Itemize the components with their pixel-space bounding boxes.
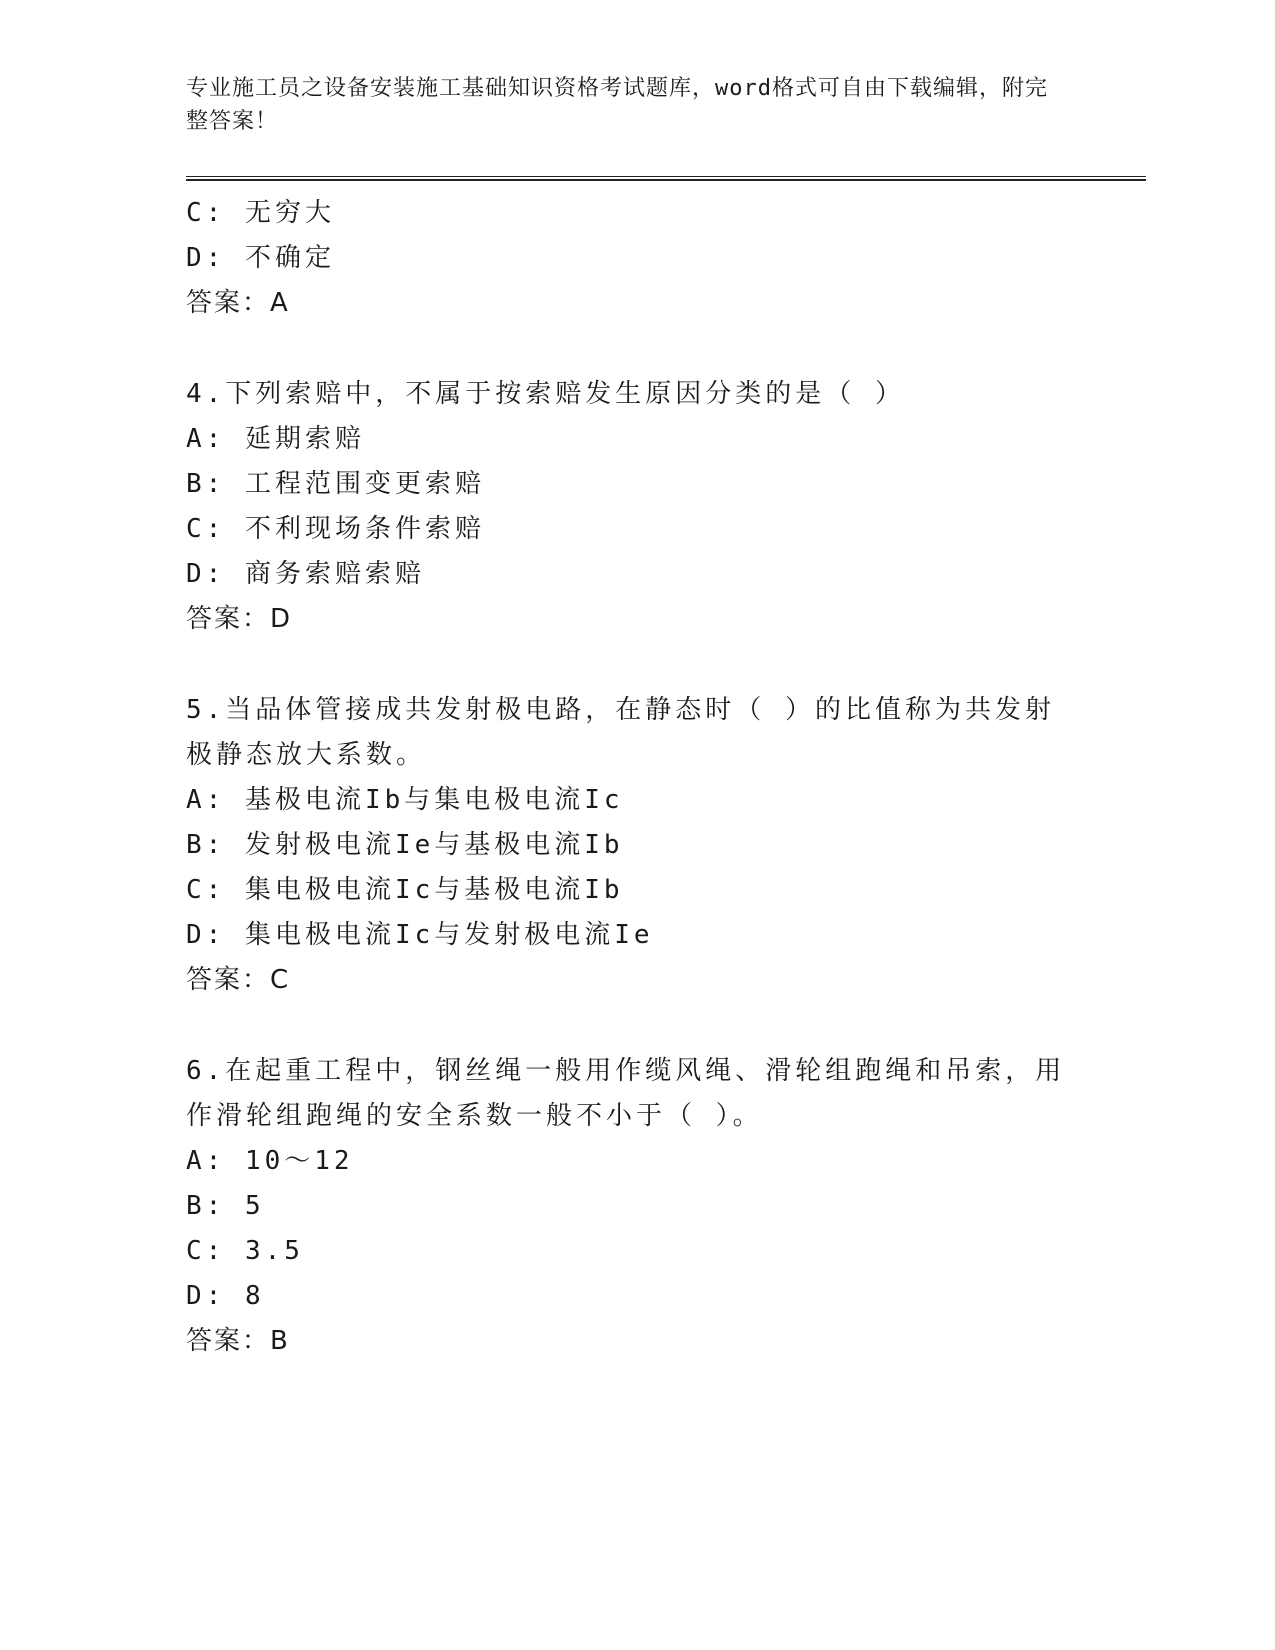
question-stem: 4.下列索赔中，不属于按索赔发生原因分类的是（ ） <box>186 379 905 409</box>
question-stem: 6.在起重工程中，钢丝绳一般用作缆风绳、滑轮组跑绳和吊索，用作滑轮组跑绳的安全系数一般不小于（ ）。 <box>186 1056 1066 1131</box>
answer-line: 答案：B <box>186 1326 290 1356</box>
question-5 <box>186 688 1146 1003</box>
option-d: D: 商务索赔索赔 <box>186 559 425 589</box>
option-d: D: 不确定 <box>186 243 335 273</box>
option-d: D: 集电极电流Ic与发射极电流Ie <box>186 920 654 950</box>
question-stem: 5.当品体管接成共发射极电路，在静态时（ ）的比值称为共发射极静态放大系数。 <box>186 695 1055 770</box>
option-a: A: 基极电流Ib与集电极电流Ic <box>186 785 624 815</box>
option-b: B: 发射极电流Ie与基极电流Ib <box>186 830 624 860</box>
option-c: C: 不利现场条件索赔 <box>186 514 485 544</box>
question-list <box>186 191 1146 1364</box>
option-a: A: 延期索赔 <box>186 424 365 454</box>
document-page <box>186 70 1146 1364</box>
question-3-tail <box>186 191 1146 326</box>
question-4 <box>186 372 1146 642</box>
option-c: C: 无穷大 <box>186 198 335 228</box>
option-b: B: 5 <box>186 1191 265 1221</box>
header-divider <box>186 176 1146 181</box>
option-c: C: 集电极电流Ic与基极电流Ib <box>186 875 624 905</box>
answer-line: 答案：A <box>186 288 290 318</box>
option-b: B: 工程范围变更索赔 <box>186 469 485 499</box>
answer-line: 答案：C <box>186 965 291 995</box>
option-c: C: 3.5 <box>186 1236 304 1266</box>
option-d: D: 8 <box>186 1281 265 1311</box>
answer-line: 答案：D <box>186 604 293 634</box>
document-header: 专业施工员之设备安装施工基础知识资格考试题库，word格式可自由下载编辑，附完整答案！ <box>186 76 1048 134</box>
question-6 <box>186 1049 1146 1364</box>
option-a: A: 10～12 <box>186 1146 354 1176</box>
